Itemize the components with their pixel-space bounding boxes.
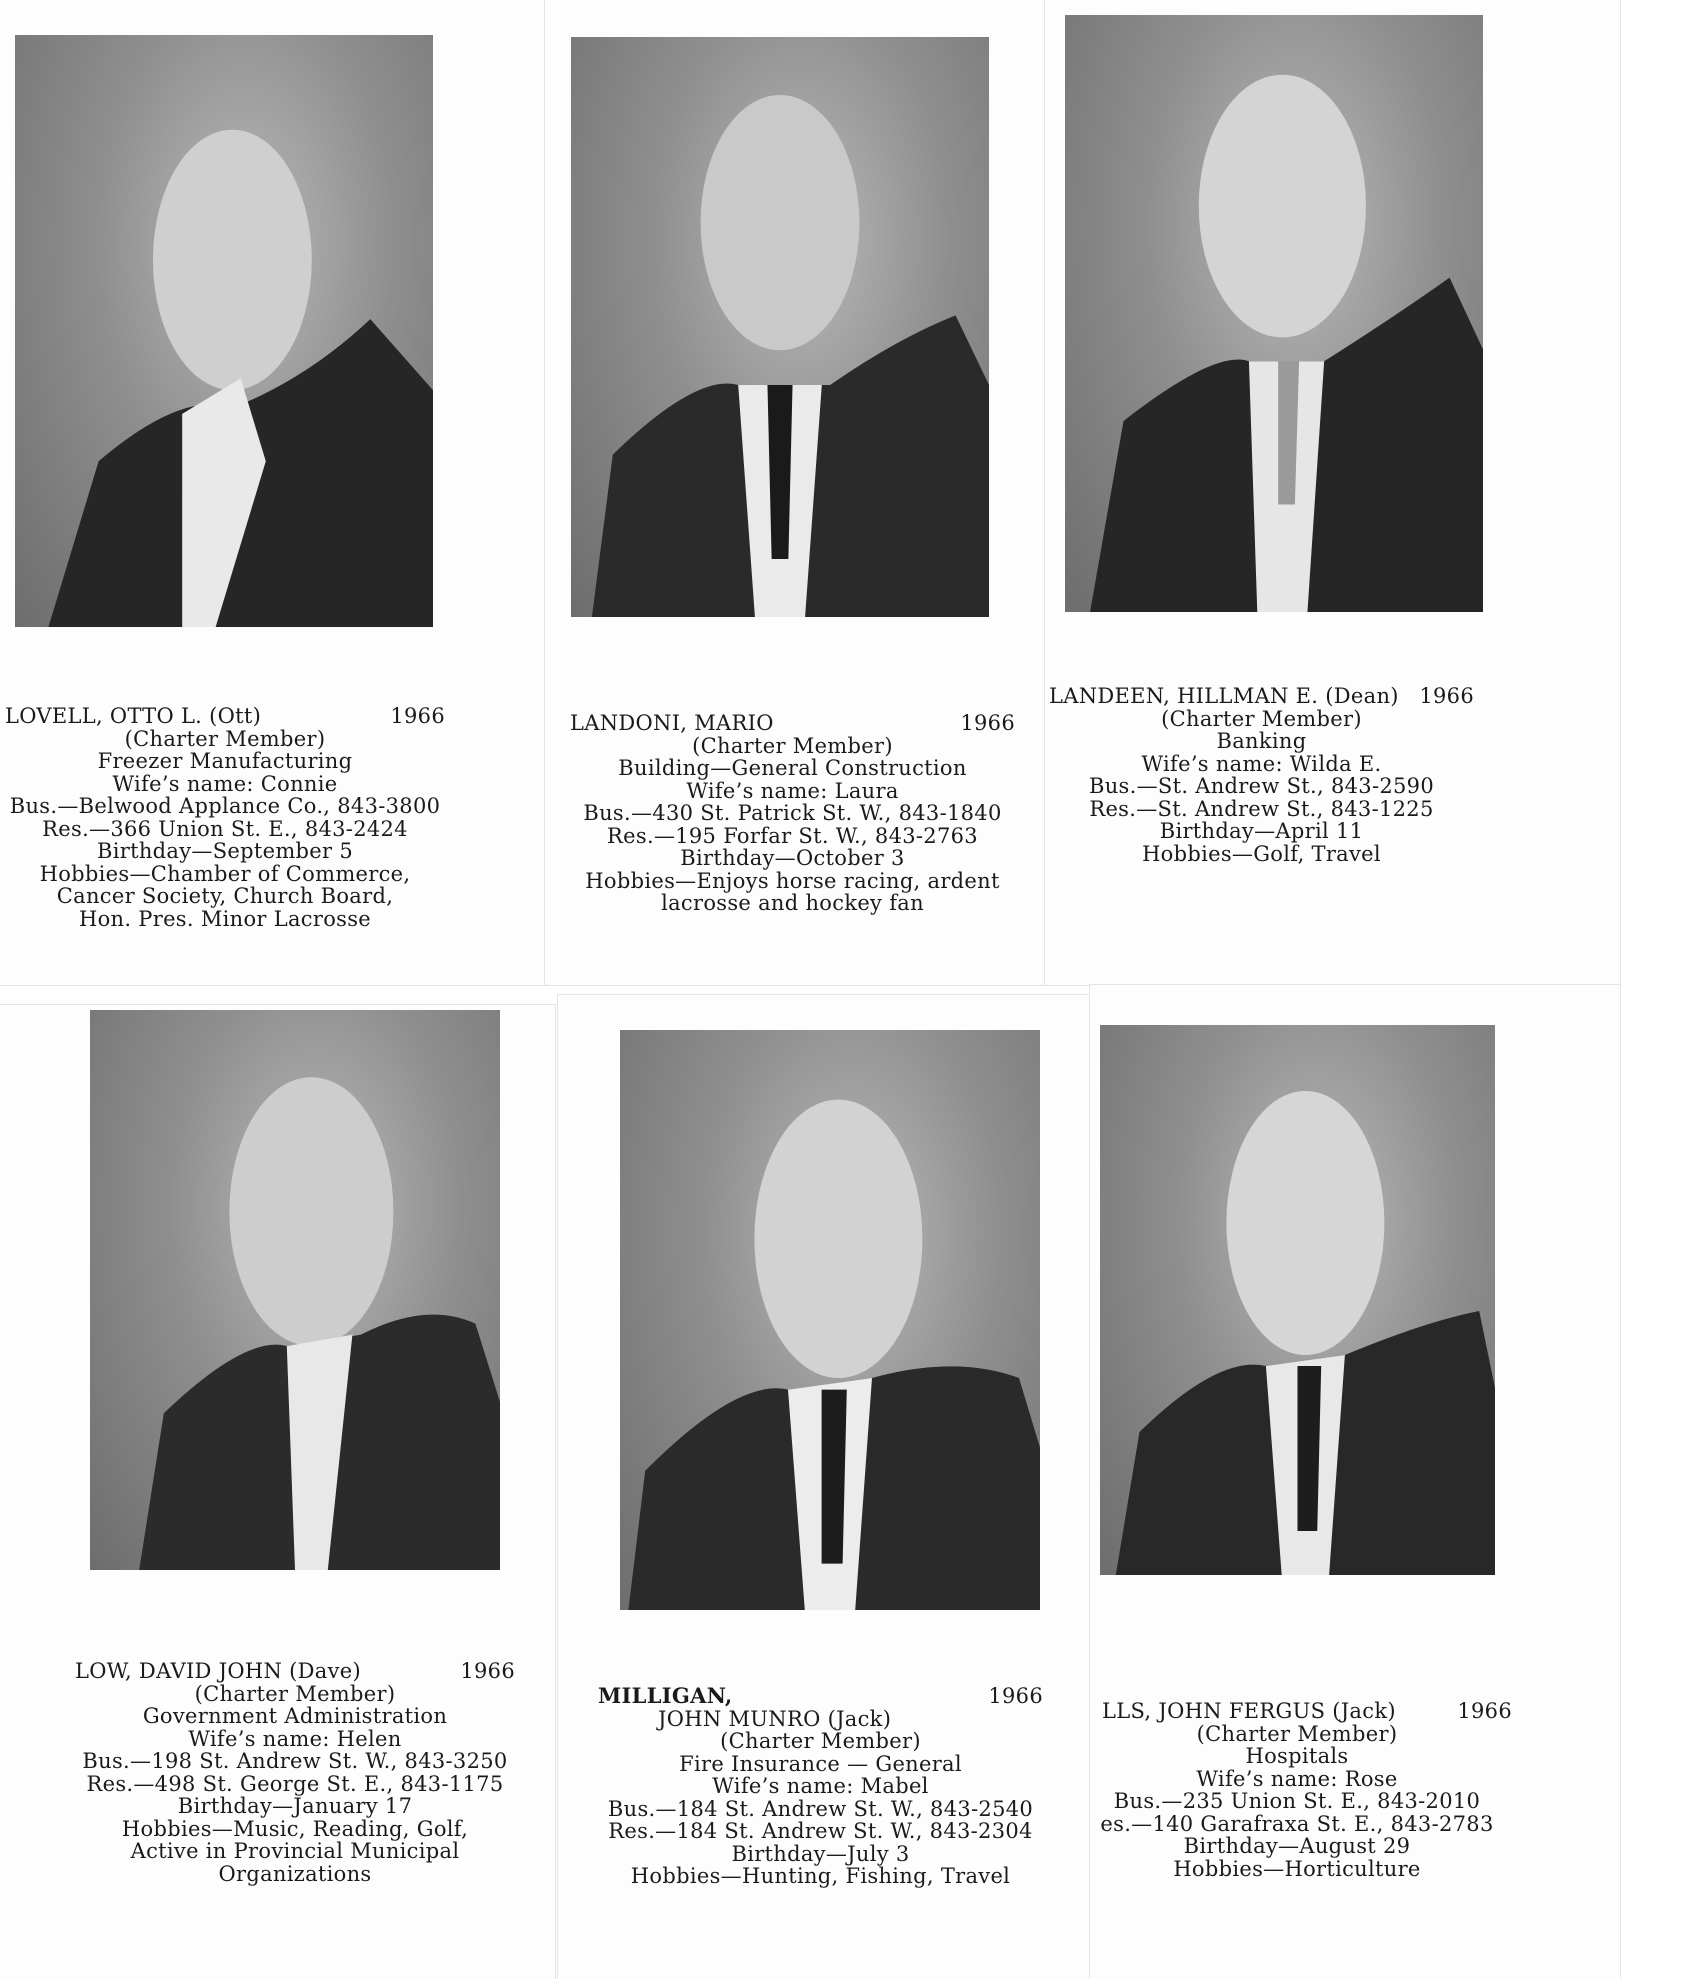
info-line: Res.—498 St. George St. E., 843-1175 bbox=[86, 1771, 504, 1796]
info-line: Birthday—October 3 bbox=[680, 846, 905, 870]
info-line: Building—General Construction bbox=[618, 756, 967, 780]
member-card-landoni bbox=[545, 0, 1045, 985]
info-line: Bus.—235 Union St. E., 843-2010 bbox=[1113, 1789, 1481, 1813]
member-info bbox=[1082, 1700, 1512, 1880]
info-line: (Charter Member) bbox=[124, 726, 326, 751]
portrait-photo bbox=[1065, 15, 1483, 612]
info-line: Banking bbox=[1216, 729, 1307, 753]
info-line: Hobbies—Hunting, Fishing, Travel bbox=[630, 1864, 1011, 1888]
member-info bbox=[1049, 685, 1474, 865]
info-line: Res.—St. Andrew St., 843-1225 bbox=[1089, 796, 1434, 821]
member-name: LANDONI, MARIO bbox=[570, 711, 774, 735]
member-card-lovell bbox=[0, 0, 545, 985]
info-line: Bus.—430 St. Patrick St. W., 843-1840 bbox=[583, 801, 1002, 825]
portrait-photo bbox=[15, 35, 433, 627]
member-name: LANDEEN, HILLMAN E. (Dean) bbox=[1049, 684, 1399, 708]
info-line: Birthday—July 3 bbox=[731, 1841, 910, 1866]
info-line: Cancer Society, Church Board, bbox=[56, 884, 394, 908]
info-line: Wife’s name: Wilda E. bbox=[1141, 751, 1382, 776]
portrait-photo bbox=[90, 1010, 500, 1570]
info-line: Active in Provincial Municipal bbox=[130, 1839, 460, 1863]
info-line: (Charter Member) bbox=[1161, 706, 1362, 731]
info-line: Birthday—September 5 bbox=[97, 839, 353, 863]
info-line: Birthday—April 11 bbox=[1159, 819, 1364, 843]
portrait-photo bbox=[571, 37, 989, 617]
info-line: Bus.—St. Andrew St., 843-2590 bbox=[1088, 774, 1434, 798]
member-info bbox=[570, 712, 1015, 915]
member-header bbox=[570, 712, 1015, 735]
member-name: LOW, DAVID JOHN (Dave) bbox=[75, 1659, 361, 1683]
member-header bbox=[75, 1660, 515, 1683]
info-line: Organizations bbox=[218, 1861, 372, 1886]
member-header bbox=[5, 705, 445, 728]
info-line: (Charter Member) bbox=[1196, 1721, 1398, 1746]
info-line: Res.—184 St. Andrew St. W., 843-2304 bbox=[608, 1819, 1033, 1843]
member-year: 1966 bbox=[1419, 684, 1474, 708]
info-line: (Charter Member) bbox=[194, 1681, 396, 1706]
member-year: 1966 bbox=[460, 1659, 515, 1683]
info-line: Birthday—August 29 bbox=[1183, 1834, 1411, 1858]
member-name: LLS, JOHN FERGUS (Jack) bbox=[1102, 1699, 1396, 1723]
member-card-low bbox=[0, 1005, 555, 1979]
info-line: (Charter Member) bbox=[692, 733, 893, 758]
portrait-photo bbox=[1100, 1025, 1495, 1575]
info-line: Bus.—198 St. Andrew St. W., 843-3250 bbox=[82, 1749, 508, 1773]
info-line: Hobbies—Golf, Travel bbox=[1142, 841, 1381, 866]
info-line: Hobbies—Chamber of Commerce, bbox=[39, 861, 411, 886]
member-info bbox=[598, 1685, 1043, 1888]
info-line: Wife’s name: Connie bbox=[112, 771, 338, 796]
info-line: lacrosse and hockey fan bbox=[661, 891, 924, 915]
info-line: Hobbies—Enjoys horse racing, ardent bbox=[585, 868, 1000, 893]
info-line: Bus.—Belwood Applance Co., 843-3800 bbox=[9, 794, 441, 818]
member-header bbox=[1082, 1700, 1512, 1723]
info-line: Wife’s name: Helen bbox=[188, 1726, 402, 1751]
member-year: 1966 bbox=[1457, 1699, 1512, 1723]
member-header bbox=[598, 1685, 1043, 1708]
info-line: Hospitals bbox=[1245, 1744, 1349, 1768]
info-line: Hobbies—Music, Reading, Golf, bbox=[121, 1816, 469, 1841]
member-info bbox=[5, 705, 445, 930]
info-line: Birthday—January 17 bbox=[177, 1794, 413, 1818]
info-line: es.—140 Garafraxa St. E., 843-2783 bbox=[1100, 1811, 1494, 1836]
member-card-mills bbox=[1090, 985, 1620, 1979]
info-line: Hobbies—Horticulture bbox=[1173, 1856, 1421, 1881]
member-card-milligan bbox=[558, 995, 1108, 1979]
member-name-continued: JOHN MUNRO (Jack) bbox=[658, 1706, 892, 1731]
info-line: (Charter Member) bbox=[720, 1729, 921, 1753]
member-header bbox=[1049, 685, 1474, 708]
member-year: 1966 bbox=[960, 711, 1015, 735]
portrait-photo bbox=[620, 1030, 1040, 1610]
info-line: Res.—195 Forfar St. W., 843-2763 bbox=[607, 823, 978, 848]
member-card-landeen bbox=[1045, 0, 1620, 985]
info-line: Bus.—184 St. Andrew St. W., 843-2540 bbox=[607, 1796, 1034, 1821]
member-info bbox=[75, 1660, 515, 1885]
info-line: Government Administration bbox=[142, 1704, 448, 1728]
info-line: Wife’s name: Laura bbox=[686, 778, 899, 803]
member-year: 1966 bbox=[988, 1684, 1043, 1708]
info-line: Fire Insurance — General bbox=[679, 1751, 962, 1776]
info-line: Res.—366 Union St. E., 843-2424 bbox=[42, 816, 408, 841]
member-year: 1966 bbox=[390, 704, 445, 728]
info-line: Wife’s name: Mabel bbox=[712, 1774, 929, 1798]
member-name: MILLIGAN, bbox=[598, 1683, 733, 1708]
info-line: Hon. Pres. Minor Lacrosse bbox=[78, 906, 372, 931]
member-name: LOVELL, OTTO L. (Ott) bbox=[5, 704, 262, 728]
info-line: Freezer Manufacturing bbox=[97, 749, 353, 773]
info-line: Wife’s name: Rose bbox=[1196, 1766, 1398, 1791]
